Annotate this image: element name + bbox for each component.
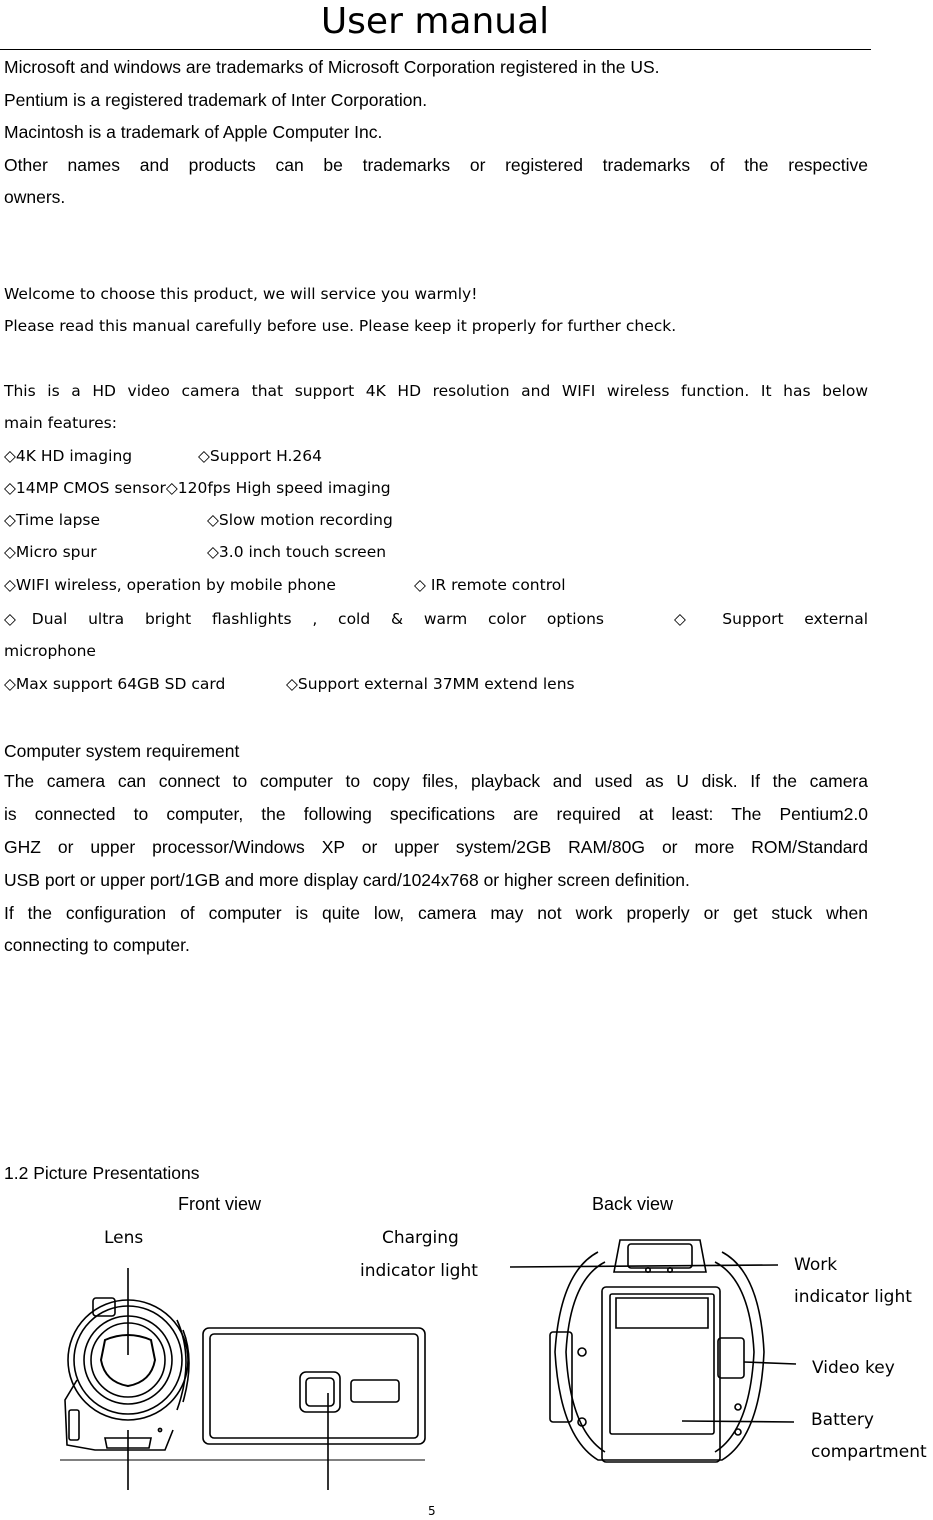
feature-item: ◇ IR remote control (414, 576, 566, 594)
requirements-line: If the configuration of computer is quite low, camera may not work properly or get stuck when (4, 903, 868, 923)
page-number: 5 (428, 1504, 436, 1518)
feature-item: microphone (4, 642, 96, 660)
feature-item: ◇Micro spur (4, 543, 97, 561)
feature-item: ◇Support external 37MM extend lens (286, 675, 575, 693)
welcome-line: Please read this manual carefully before use. Please keep it properly for further check. (4, 317, 677, 335)
welcome-line: Welcome to choose this product, we will service you warmly! (4, 285, 478, 303)
page-title: User manual (320, 1, 550, 42)
lens-label: Lens (104, 1228, 144, 1248)
battery-label-line1: Battery (811, 1410, 874, 1430)
feature-item: ◇Support H.264 (198, 447, 323, 465)
title-divider (0, 49, 871, 50)
requirements-line: is connected to computer, the following specifications are required at least: The Pentium2.0 (4, 804, 868, 824)
requirements-line: GHZ or upper processor/Windows XP or upper system/2GB RAM/80G or more ROM/Standard (4, 837, 868, 857)
camera-front-view-illustration (55, 1260, 435, 1495)
camera-back-view-illustration (510, 1232, 800, 1472)
intro-line: main features: (4, 414, 117, 432)
requirements-line: The camera can connect to computer to copy files, playback and used as U disk. If the camera (4, 771, 868, 791)
requirements-line: connecting to computer. (4, 935, 190, 955)
charging-label-line1: Charging (382, 1228, 459, 1248)
trademark-line: Other names and products can be trademarks or registered trademarks of the respective (4, 155, 868, 175)
feature-item: ◇Slow motion recording (207, 511, 393, 529)
work-light-label-line2: indicator light (794, 1287, 912, 1307)
requirements-heading: Computer system requirement (4, 741, 240, 761)
battery-label-line2: compartment (811, 1442, 927, 1462)
trademark-line: Microsoft and windows are trademarks of Microsoft Corporation registered in the US. (4, 57, 660, 77)
video-key-callout-line (744, 1362, 796, 1364)
front-view-label: Front view (178, 1194, 262, 1214)
trademark-line: Pentium is a registered trademark of Inter Corporation. (4, 90, 428, 110)
back-view-label: Back view (592, 1194, 674, 1214)
battery-callout-line (682, 1421, 794, 1422)
requirements-line: USB port or upper port/1GB and more display card/1024x768 or higher screen definition. (4, 870, 690, 890)
section-heading: 1.2 Picture Presentations (4, 1163, 200, 1183)
intro-line: This is a HD video camera that support 4K HD resolution and WIFI wireless function. It has below (4, 382, 868, 400)
work-light-label-line1: Work (794, 1255, 838, 1275)
trademark-line: owners. (4, 187, 66, 207)
video-key-label: Video key (812, 1358, 895, 1378)
charging-label-line2: indicator light (360, 1261, 478, 1281)
feature-item: ◇3.0 inch touch screen (207, 543, 387, 561)
feature-item: ◇Max support 64GB SD card (4, 675, 226, 693)
feature-item: ◇14MP CMOS sensor◇120fps High speed imaging (4, 479, 391, 497)
feature-item: ◇4K HD imaging (4, 447, 133, 465)
feature-item: ◇WIFI wireless, operation by mobile phone (4, 576, 336, 594)
feature-item: ◇Dual ultra bright flashlights , cold & warm color options (4, 610, 604, 628)
feature-item: ◇Time lapse (4, 511, 101, 529)
trademark-line: Macintosh is a trademark of Apple Computer Inc. (4, 122, 383, 142)
feature-item: ◇ Support external (674, 610, 868, 628)
